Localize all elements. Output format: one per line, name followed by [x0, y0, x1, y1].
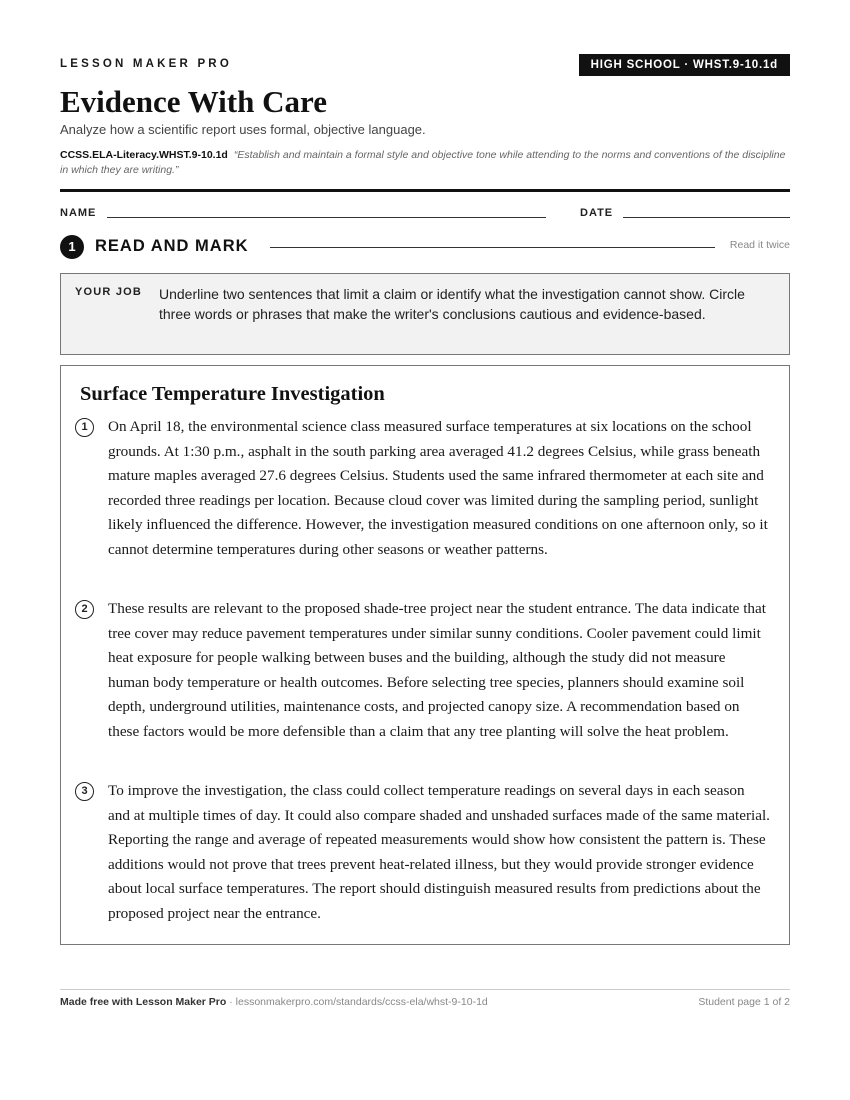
level-badge: HIGH SCHOOL · WHST.9-10.1d [579, 54, 790, 76]
page-footer [60, 996, 790, 1008]
name-label: NAME [60, 207, 97, 219]
reading-passage [60, 365, 790, 945]
paragraph-text: To improve the investigation, the class could collect temperature readings on several days in each season and at multiple times of day. It could also compare shaded and unshaded surfaces made of the same material. Reporting the range and average of repeated measurements would show how consistent the pattern is. These additions would not prove that trees prevent heat-related illness, but they would provide stronger evidence about local surface temperatures. The report should distinguish measured results from predictions about the proposed project near the entrance. [108, 782, 770, 922]
name-field[interactable] [107, 217, 546, 218]
paragraph-text: On April 18, the environmental science class measured surface temperatures at six locations on the school grounds. At 1:30 p.m., asphalt in the south parking area averaged 41.2 degrees Celsius, while grass beneath mature maples averaged 27.6 degrees Celsius. Students used the same infrared thermometer at each site and recorded three readings per location. Because cloud cover was limited during the sampling period, sunlight likely influenced the difference. However, the investigation measured conditions on one afternoon only, so it cannot determine temperatures during other seasons or weather patterns. [108, 418, 768, 558]
page-subtitle: Analyze how a scientific report uses formal, objective language. [60, 122, 426, 137]
date-label: DATE [580, 207, 614, 219]
footer-url[interactable]: · lessonmakerpro.com/standards/ccss-ela/whst-9-10-1d [226, 996, 488, 1008]
section-number-badge: 1 [60, 235, 84, 259]
job-label: YOUR JOB [75, 286, 143, 298]
section-note: Read it twice [729, 239, 790, 251]
footer-made-with: Made free with Lesson Maker Pro [60, 996, 227, 1008]
job-instructions-text: Underline two sentences that limit a claim or identify what the investigation cannot show. Circle three words or phrases that make the writer's conclusions cautious and evidence-based. [159, 286, 745, 322]
paragraph-number: 2 [75, 600, 94, 619]
standard-code: CCSS.ELA-Literacy.WHST.9-10.1d [60, 149, 228, 161]
standard-statement [60, 148, 790, 178]
passage-title: Surface Temperature Investigation [80, 383, 385, 405]
paragraph-number: 1 [75, 418, 94, 437]
page-title: Evidence With Care [60, 84, 327, 119]
job-instructions-box [60, 273, 790, 355]
paragraph-number: 3 [75, 782, 94, 801]
header-divider [60, 189, 790, 192]
top-bar [60, 54, 790, 78]
standard-quote: “Establish and maintain a formal style and objective tone while attending to the norms and conventions of the discipline in which they are writing.” [60, 149, 786, 176]
paragraph-text: These results are relevant to the proposed shade-tree project near the student entrance. The data indicate that tree cover may reduce pavement temperatures under similar sunny conditions. Cooler pavement could limit heat exposure for people walking between buses and the building, although the study did not measure human body temperature or health outcomes. Before selecting tree species, planners should examine soil depth, underground utilities, maintenance costs, and projected canopy size. A recommendation based on these factors would be more defensible than a claim that any tree planting will solve the heat problem. [108, 600, 766, 740]
date-field[interactable] [623, 217, 790, 218]
name-date-row [60, 205, 790, 221]
section-header [60, 234, 790, 258]
footer-page-count: Student page 1 of 2 [698, 996, 790, 1008]
brand-name: LESSON MAKER PRO [60, 58, 232, 70]
section-divider [270, 247, 715, 248]
section-title: READ AND MARK [95, 237, 249, 255]
footer-divider [60, 989, 790, 990]
